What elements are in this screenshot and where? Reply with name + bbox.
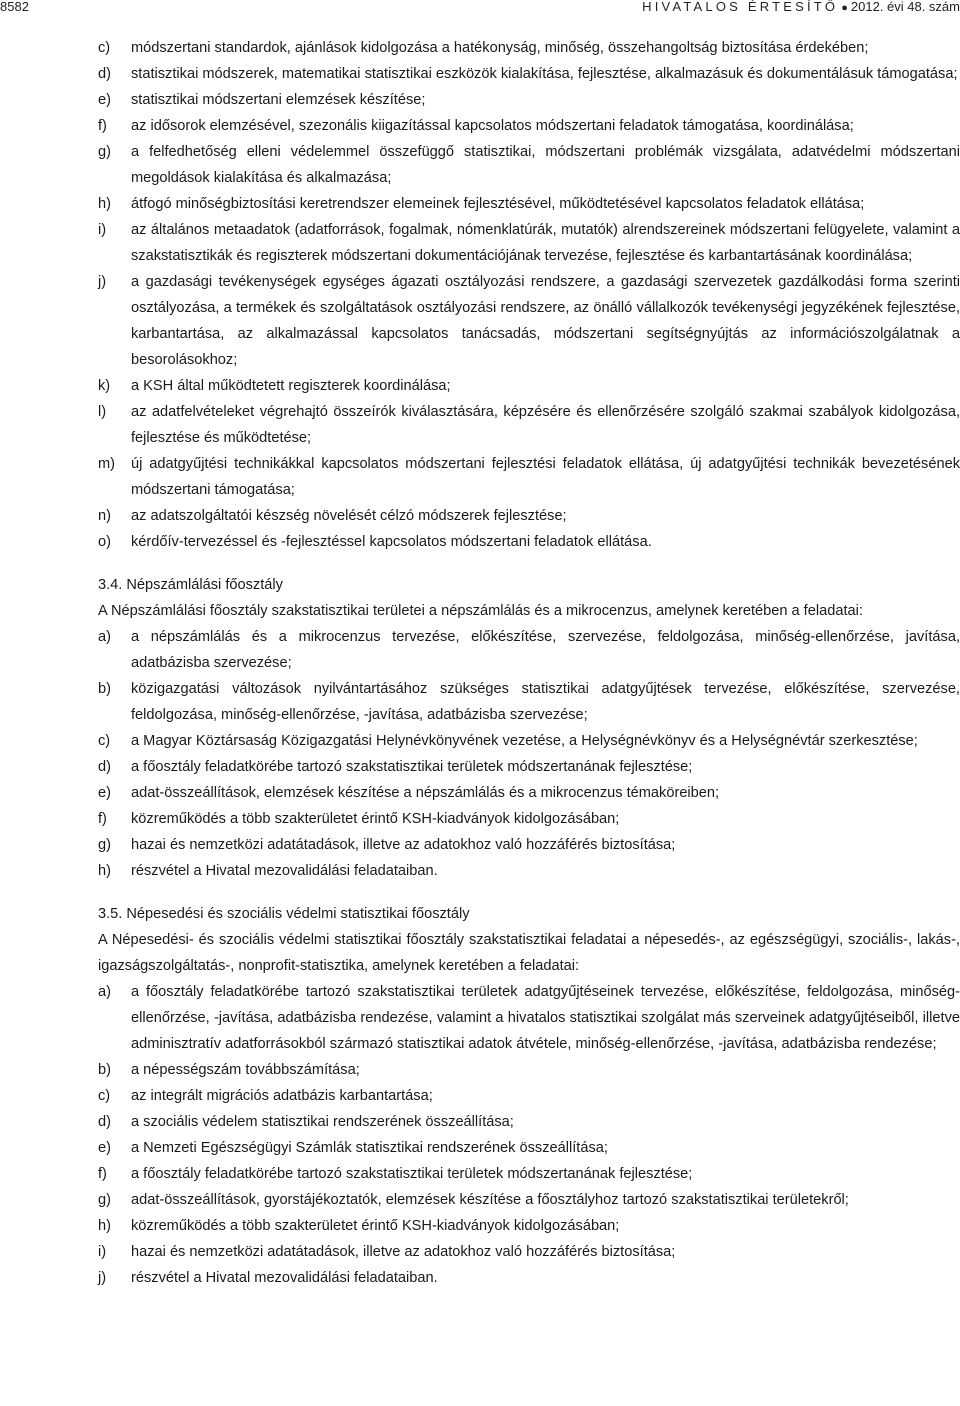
list-item (98, 139, 960, 191)
item-text: új adatgyűjtési technikákkal kapcsolatos módszertani fejlesztési feladatok ellátása, új adatgyűjtési technikák bevezetésének módszertani támogatása; (131, 456, 960, 498)
item-label: e) (98, 785, 111, 801)
list-item (98, 676, 960, 728)
item-label: b) (98, 681, 111, 697)
item-label: e) (98, 1140, 111, 1156)
item-label: a) (98, 984, 111, 1000)
item-text: statisztikai módszertani elemzések készítése; (131, 92, 426, 108)
list-item (98, 373, 960, 399)
item-text: a szociális védelem statisztikai rendszerének összeállítása; (131, 1114, 514, 1130)
item-text: az általános metaadatok (adatforrások, fogalmak, nómenklatúrák, mutatók) alrendszereinek módszertani felügyelete, valamint a szakstatisztikák és regiszterek módszertani dokumentációjának tervezése, fejlesztése és karbantartásának koordinálása; (131, 222, 960, 264)
section-title: 3.5. Népesedési és szociális védelmi statisztikai főosztály (98, 906, 470, 922)
item-label: d) (98, 1114, 111, 1130)
item-text: az idősorok elemzésével, szezonális kiigazítással kapcsolatos módszertani feladatok támogatása, koordinálása; (131, 118, 854, 134)
list-item (98, 529, 960, 555)
item-text: részvétel a Hivatal mezovalidálási feladataiban. (131, 863, 438, 879)
item-text: az adatszolgáltatói készség növelését célzó módszerek fejlesztése; (131, 508, 567, 524)
list-item (98, 624, 960, 676)
item-label: h) (98, 863, 111, 879)
item-label: f) (98, 1166, 107, 1182)
task-list (98, 35, 960, 555)
list-item (98, 61, 960, 87)
section-population-social (98, 901, 960, 1291)
item-label: a) (98, 629, 111, 645)
list-item (98, 832, 960, 858)
item-label: g) (98, 144, 111, 160)
item-text: a főosztály feladatkörébe tartozó szakstatisztikai területek módszertanának fejlesztése; (131, 1166, 693, 1182)
item-text: kérdőív-tervezéssel és -fejlesztéssel kapcsolatos módszertani feladatok ellátása. (131, 534, 652, 550)
item-text: a népességszám továbbszámítása; (131, 1062, 360, 1078)
item-text: a főosztály feladatkörébe tartozó szakstatisztikai területek adatgyűjtéseinek tervezése, előkészítése, feldolgozása, minőség-ellenőrzése, -javítása, adatbázisba rendezése, valamint a hivatalos statisztikai szolgálat más szerveinek adatgyűjtéseiből, illetve adminisztratív adatforrásokból származó statisztikai adatok átvétele, minőség-ellenőrzése, -javítása, adatbázisba rendezése; (131, 984, 960, 1052)
list-item (98, 1057, 960, 1083)
list-item (98, 399, 960, 451)
item-label: h) (98, 1218, 111, 1234)
separator-dot: ● (841, 2, 848, 14)
item-text: közigazgatási változások nyilvántartásához szükséges statisztikai adatgyűjtések tervezése, előkészítése, szervezése, feldolgozása, minőség-ellenőrzése, -javítása, adatbázisba szervezése; (131, 681, 960, 723)
item-text: adat-összeállítások, elemzések készítése a népszámlálás és a mikrocenzus témaköreiben; (131, 785, 720, 801)
item-label: c) (98, 40, 111, 56)
item-text: hazai és nemzetközi adatátadások, illetve az adatokhoz való hozzáférés biztosítása; (131, 1244, 676, 1260)
item-text: a Nemzeti Egészségügyi Számlák statisztikai rendszerének összeállítása; (131, 1140, 608, 1156)
item-label: l) (98, 404, 107, 420)
item-label: j) (98, 1270, 107, 1286)
document-body (98, 35, 960, 1291)
item-text: átfogó minőségbiztosítási keretrendszer elemeinek fejlesztésével, működtetésével kapcsolatos feladatok ellátása; (131, 196, 865, 212)
item-text: a KSH által működtetett regiszterek koordinálása; (131, 378, 451, 394)
item-label: j) (98, 274, 107, 290)
item-text: statisztikai módszerek, matematikai statisztikai eszközök kialakítása, fejlesztése, alkalmazásuk és dokumentálásuk támogatása; (131, 66, 958, 82)
item-text: a Magyar Köztársaság Közigazgatási Helynévkönyvének vezetése, a Helységnévkönyv és a Helységnévtár szerkesztése; (131, 733, 918, 749)
list-item (98, 191, 960, 217)
page-number: 8582 (0, 0, 29, 14)
item-text: a gazdasági tevékenységek egységes ágazati osztályozási rendszere, a gazdasági szervezetek gazdálkodási forma szerinti osztályozása, a termékek és szolgáltatások osztályozási rendszere, az önálló vállalkozók tevékenységi jegyzékének fejlesztése, karbantartása, az alkalmazással kapcsolatos tanácsadás, módszertani segítségnyújtás az információszolgálatnak a besorolásokhoz; (131, 274, 960, 368)
list-item (98, 754, 960, 780)
issue-label: 2012. évi 48. szám (850, 0, 960, 14)
list-item (98, 780, 960, 806)
item-text: az adatfelvételeket végrehajtó összeírók kiválasztására, képzésére és ellenőrzésére szolgáló szakmai szabályok kidolgozása, fejlesztése és működtetése; (131, 404, 960, 446)
list-item (98, 503, 960, 529)
item-label: g) (98, 1192, 111, 1208)
section-intro: A Népszámlálási főosztály szakstatisztikai területei a népszámlálás és a mikrocenzus, amelynek keretében a feladatai: (98, 603, 863, 619)
list-item (98, 1213, 960, 1239)
list-item (98, 87, 960, 113)
list-item (98, 1109, 960, 1135)
item-label: f) (98, 118, 107, 134)
item-label: b) (98, 1062, 111, 1078)
item-label: g) (98, 837, 111, 853)
list-item (98, 1135, 960, 1161)
item-text: adat-összeállítások, gyorstájékoztatók, elemzések készítése a főosztályhoz tartozó szakstatisztikai területekről; (131, 1192, 849, 1208)
item-label: n) (98, 508, 111, 524)
item-label: f) (98, 811, 107, 827)
section-intro: A Népesedési- és szociális védelmi statisztikai főosztály szakstatisztikai feladatai a népesedés-, az egészségügyi, szociális-, lakás-, igazságszolgáltatás-, nonprofit-statisztika, amelynek keretében a feladatai: (98, 932, 960, 974)
item-label: e) (98, 92, 111, 108)
item-label: d) (98, 66, 111, 82)
list-item (98, 1187, 960, 1213)
item-label: i) (98, 1244, 107, 1260)
item-label: k) (98, 378, 111, 394)
item-text: hazai és nemzetközi adatátadások, illetve az adatokhoz való hozzáférés biztosítása; (131, 837, 676, 853)
section-census (98, 572, 960, 884)
item-label: i) (98, 222, 107, 238)
list-item (98, 35, 960, 61)
item-label: m) (98, 456, 116, 472)
list-item (98, 979, 960, 1057)
list-item (98, 217, 960, 269)
item-text: módszertani standardok, ajánlások kidolgozása a hatékonyság, minőség, összehangoltság biztosítása érdekében; (131, 40, 869, 56)
item-text: közreműködés a több szakterületet érintő KSH-kiadványok kidolgozásában; (131, 1218, 620, 1234)
item-label: c) (98, 1088, 111, 1104)
list-item (98, 1161, 960, 1187)
item-text: az integrált migrációs adatbázis karbantartása; (131, 1088, 433, 1104)
item-label: h) (98, 196, 111, 212)
list-item (98, 728, 960, 754)
item-text: a népszámlálás és a mikrocenzus tervezése, előkészítése, szervezése, feldolgozása, minőség-ellenőrzése, javítása, adatbázisba szervezése; (131, 629, 960, 671)
item-text: a főosztály feladatkörébe tartozó szakstatisztikai területek módszertanának fejlesztése; (131, 759, 693, 775)
list-item (98, 113, 960, 139)
item-text: részvétel a Hivatal mezovalidálási feladataiban. (131, 1270, 438, 1286)
section-title: 3.4. Népszámlálási főosztály (98, 577, 283, 593)
journal-title: HIVATALOS ÉRTESÍTŐ (642, 0, 839, 14)
list-item (98, 1239, 960, 1265)
list-item (98, 269, 960, 373)
list-item (98, 451, 960, 503)
item-label: d) (98, 759, 111, 775)
list-item (98, 1083, 960, 1109)
list-item (98, 1265, 960, 1291)
item-text: közreműködés a több szakterületet érintő KSH-kiadványok kidolgozásában; (131, 811, 620, 827)
list-item (98, 806, 960, 832)
item-label: o) (98, 534, 111, 550)
running-header (642, 0, 960, 15)
item-text: a felfedhetőség elleni védelemmel összefüggő statisztikai, módszertani problémák vizsgálata, adatvédelmi módszertani megoldások kialakítása és alkalmazása; (131, 144, 960, 186)
item-label: c) (98, 733, 111, 749)
list-item (98, 858, 960, 884)
page-header (0, 0, 960, 14)
